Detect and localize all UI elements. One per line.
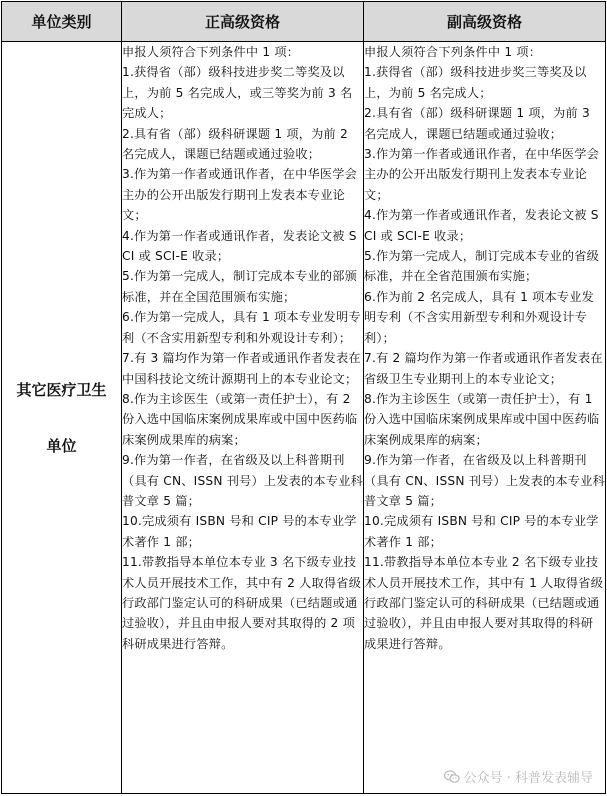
watermark-text: 公众号 · 科普发表辅导 [463,771,593,786]
header-deputy-qualification: 副高级资格 [364,2,606,42]
category-line: 其它医疗卫生 [16,380,107,399]
deputy-condition: 10.完成须有 ISBN 号和 CIP 号的本专业学术著作 1 部； [364,514,599,549]
senior-condition: 8.作为主诊医生（或第一责任护士），有 2 份入选中国临床案例成果库或中国中医药临床案例成果库的病案； [122,391,358,447]
header-row [2,2,606,42]
senior-condition: 1.获得省（部）级科技进步奖二等奖及以上，为前 5 名完成人，或三等奖为前 3 名完成人； [122,65,353,121]
deputy-condition: 5.作为第一完成人，制订完成本专业的省级标准，并在全省范围颁布实施； [364,249,600,284]
header-senior-qualification: 正高级资格 [122,2,364,42]
deputy-condition: 7.有 2 篇均作为第一作者或通讯作者发表在省级卫生专业期刊上的本专业论文； [364,351,603,386]
senior-condition: 7.有 3 篇均作为第一作者或通讯作者发表在中国科技论文统计源期刊上的本专业论文； [122,351,361,386]
unit-category-cell [2,42,122,794]
senior-condition: 9.作为第一作者，在省级及以上科普期刊（具有 CN、ISSN 刊号）上发表的本专业科普文章 5 篇； [122,453,363,508]
senior-conditions-cell [122,42,364,794]
deputy-conditions-cell [364,42,606,794]
senior-condition: 6.作为第一完成人，具有 1 项本专业发明专利（不含实用新型专利和外观设计专利）； [122,310,361,345]
wechat-icon [444,770,460,784]
senior-condition: 2.具有省（部）级科研课题 1 项，为前 2 名完成人，课题已结题或通过验收； [122,126,348,162]
senior-condition: 4.作为第一作者或通讯作者，发表论文被 SCI 或 SCI-E 收录； [122,228,357,264]
senior-condition: 11.带教指导本单位本专业 3 名下级专业技术人员开展技术工作，其中有 2 人取得省级行政部门鉴定认可的科研成果（已结题或通过验收），并且由申报人要对其取得的 2 项科研成果进行答辩。 [122,555,362,651]
deputy-condition: 3.作为第一作者或通讯作者，在中华医学会主办的公开出版发行期刊上发表本专业论文； [364,147,600,202]
qualification-table [1,1,606,794]
header-unit-category: 单位类别 [2,2,122,42]
deputy-condition: 11.带教指导本单位本专业 2 名下级专业技术人员开展技术工作，其中有 1 人取得省级行政部门鉴定认可的科研成果（已结题或通过验收），并且由申报人要对其取得的科研成果进行答辩。 [364,555,604,651]
deputy-condition: 6.作为前 2 名完成人，具有 1 项本专业发明专利（不含实用新型专利和外观设计专利）； [364,289,595,345]
senior-condition: 5.作为第一完成人，制订完成本专业的部颁标准，并在全国范围颁布实施； [122,269,358,304]
deputy-condition: 1.获得省（部）级科技进步奖三等奖及以上，为前 5 名完成人； [364,65,587,100]
watermark [444,767,593,786]
deputy-condition: 2.具有省（部）级科研课题 1 项，为前 3 名完成人，课题已结题或通过验收； [364,106,590,141]
senior-condition: 申报人须符合下列条件中 1 项： [122,45,300,59]
deputy-condition: 申报人须符合下列条件中 1 项： [364,45,542,59]
senior-condition: 3.作为第一作者或通讯作者，在中华医学会主办的公开出版发行期刊上发表本专业论文； [122,167,358,223]
senior-condition: 10.完成须有 ISBN 号和 CIP 号的本专业学术著作 1 部； [122,514,357,549]
deputy-condition: 9.作为第一作者，在省级及以上科普期刊（具有 CN、ISSN 刊号）上发表的本专业科普文章 5 篇； [364,453,605,508]
table-row [2,42,606,794]
deputy-condition: 4.作为第一作者或通讯作者，发表论文被 SCI 或 SCI-E 收录； [364,208,599,243]
category-line: 单位 [46,436,77,455]
deputy-condition: 8.作为主诊医生（或第一责任护士），有 1 份入选中国临床案例成果库或中国中医药临床案例成果库的病案； [364,391,600,447]
